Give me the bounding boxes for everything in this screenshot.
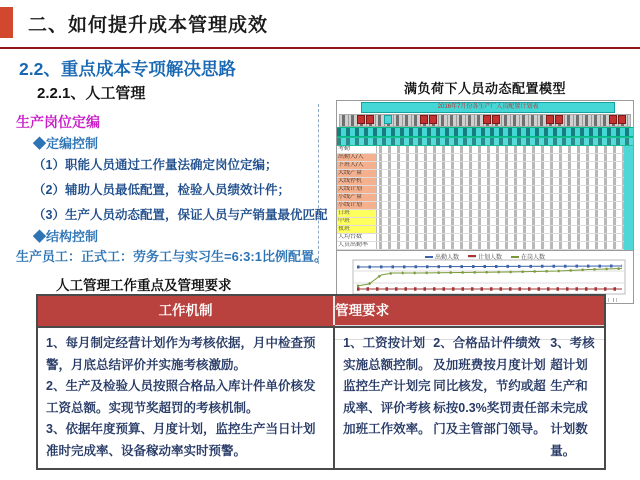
staff-ratio-line: 生产员工：正式工：劳务工与实习生=6:3:1比例配置。 bbox=[16, 249, 327, 264]
row-label: 考勤 bbox=[337, 146, 377, 153]
chart-legend bbox=[337, 252, 633, 261]
row-label: 人均台数 bbox=[337, 234, 377, 241]
sheet-row bbox=[337, 226, 633, 234]
row-cells bbox=[377, 186, 633, 193]
slide-title: 二、如何提升成本管理成效 bbox=[28, 15, 269, 36]
legend-item bbox=[511, 252, 545, 261]
weekend-cell bbox=[555, 115, 563, 124]
sheet-row bbox=[337, 178, 633, 186]
row-cells bbox=[377, 242, 633, 249]
sheet-row bbox=[337, 154, 633, 162]
requirements-cell: 1、工资按计划实施总额控制。监控生产计划完成率、评价考核加班工作效率。 2、合格品计件绩效及加班费按月度计划同比核发，节约或超标按0.3%奖罚责任部门及主管部门领导。 3、考核超计划生产和未完成计划数量。 bbox=[335, 328, 604, 340]
table-body-row bbox=[38, 328, 604, 468]
sheet-row bbox=[337, 194, 633, 202]
bullet-structure-control: ◆结构控制 bbox=[33, 229, 99, 244]
legend-label: 在岗人数 bbox=[521, 255, 546, 261]
row-cells bbox=[377, 178, 633, 185]
holiday-cell bbox=[384, 115, 392, 124]
section-heading bbox=[19, 56, 236, 81]
weekend-cell bbox=[609, 115, 617, 124]
row-label: 中班 bbox=[337, 218, 377, 225]
row-cells bbox=[377, 210, 633, 217]
staffing-model-block bbox=[336, 78, 634, 304]
mechanism-item-2: 2、生产及检验人员按照合格品入库计件单价核发工资总额。实现节奖超罚的考核机制。 bbox=[46, 379, 316, 415]
legend-item bbox=[468, 252, 502, 261]
weekend-cell bbox=[366, 115, 374, 124]
model-title: 满负荷下人员动态配置模型 bbox=[403, 81, 566, 96]
row-cells bbox=[377, 218, 633, 225]
weekend-cell bbox=[420, 115, 428, 124]
sheet-row bbox=[337, 210, 633, 218]
weekend-cell bbox=[618, 115, 626, 124]
weekend-cell bbox=[357, 115, 365, 124]
row-label: 出勤人/人 bbox=[337, 154, 377, 161]
row-cells bbox=[377, 170, 633, 177]
row-cells bbox=[377, 154, 633, 161]
sheet-row bbox=[337, 242, 633, 250]
row-cells bbox=[377, 194, 633, 201]
management-table bbox=[36, 294, 606, 470]
row-cells bbox=[377, 146, 633, 153]
table-header-row bbox=[38, 296, 604, 328]
legend-label: 计划人数 bbox=[477, 255, 502, 261]
row-label: 人员出勤率 bbox=[337, 242, 377, 249]
title-accent-bar bbox=[0, 7, 13, 38]
model-spreadsheet bbox=[336, 100, 634, 304]
row-label: 大线产量 bbox=[337, 170, 377, 177]
table-header-requirements: 管理要求 bbox=[335, 296, 604, 326]
table-caption: 人工管理工作重点及管理要求 bbox=[56, 278, 232, 293]
sheet-row bbox=[337, 170, 633, 178]
red-series-marker bbox=[468, 255, 476, 258]
sheet-row bbox=[337, 186, 633, 194]
weekend-cell bbox=[429, 115, 437, 124]
calendar-day-row bbox=[339, 114, 631, 127]
sheet-row bbox=[337, 234, 633, 242]
title-divider bbox=[0, 47, 640, 49]
green-series-marker bbox=[511, 256, 519, 258]
row-label: 夜班 bbox=[337, 226, 377, 233]
mechanism-item-3: 3、依据年度预算、月度计划，监控生产当日计划准时完成率、设备稼动率实时预警。 bbox=[46, 422, 316, 458]
sheet-title-band: 2016年7月份各生产厂人员配置计划表 bbox=[361, 102, 615, 113]
staffing-item-3: （3）生产人员动态配置，保证人员与产销量最优匹配 bbox=[33, 208, 328, 222]
weekend-cell bbox=[546, 115, 554, 124]
legend-label: 出勤人数 bbox=[434, 255, 459, 261]
mechanism-cell bbox=[38, 328, 335, 468]
sheet-row bbox=[337, 162, 633, 170]
section-number: 2.2、 bbox=[19, 59, 61, 79]
textbox-dashed-border bbox=[318, 104, 319, 264]
staffing-item-1: （1）职能人员通过工作量法确定岗位定编； bbox=[33, 158, 278, 172]
section-title: 重点成本专项解决思路 bbox=[60, 59, 236, 79]
row-label: 下班人/人 bbox=[337, 162, 377, 169]
row-cells bbox=[377, 162, 633, 169]
row-label: 小线产量 bbox=[337, 194, 377, 201]
row-label: 小线计划 bbox=[337, 202, 377, 209]
row-cells bbox=[377, 226, 633, 233]
sheet-teal-row-2 bbox=[337, 137, 633, 146]
mechanism-item-1: 1、每月制定经营计划作为考核依据，月中检查预警，月底总结评价并实施考核激励。 bbox=[46, 336, 316, 372]
chart-plot bbox=[339, 259, 631, 297]
row-cells bbox=[377, 234, 633, 241]
sheet-row bbox=[337, 202, 633, 210]
row-cells bbox=[377, 202, 633, 209]
weekend-cell bbox=[483, 115, 491, 124]
staffing-item-2: （2）辅助人员最低配置，检验人员绩效计件； bbox=[33, 183, 290, 197]
position-label: 生产岗位定编 bbox=[16, 114, 100, 130]
sheet-data-rows bbox=[337, 146, 633, 250]
row-label: 白班 bbox=[337, 210, 377, 217]
row-label: 大线计划 bbox=[337, 186, 377, 193]
blue-series-marker bbox=[425, 256, 433, 258]
row-label: 大线停机 bbox=[337, 178, 377, 185]
sheet-row bbox=[337, 146, 633, 154]
legend-item bbox=[425, 252, 459, 261]
weekend-cell bbox=[492, 115, 500, 124]
bullet-staffing-control: ◆定编控制 bbox=[33, 136, 99, 151]
sheet-row bbox=[337, 218, 633, 226]
subsection-heading: 2.2.1、人工管理 bbox=[37, 85, 146, 102]
sheet-teal-row-1 bbox=[337, 127, 633, 137]
table-header-mechanism: 工作机制 bbox=[38, 296, 335, 325]
